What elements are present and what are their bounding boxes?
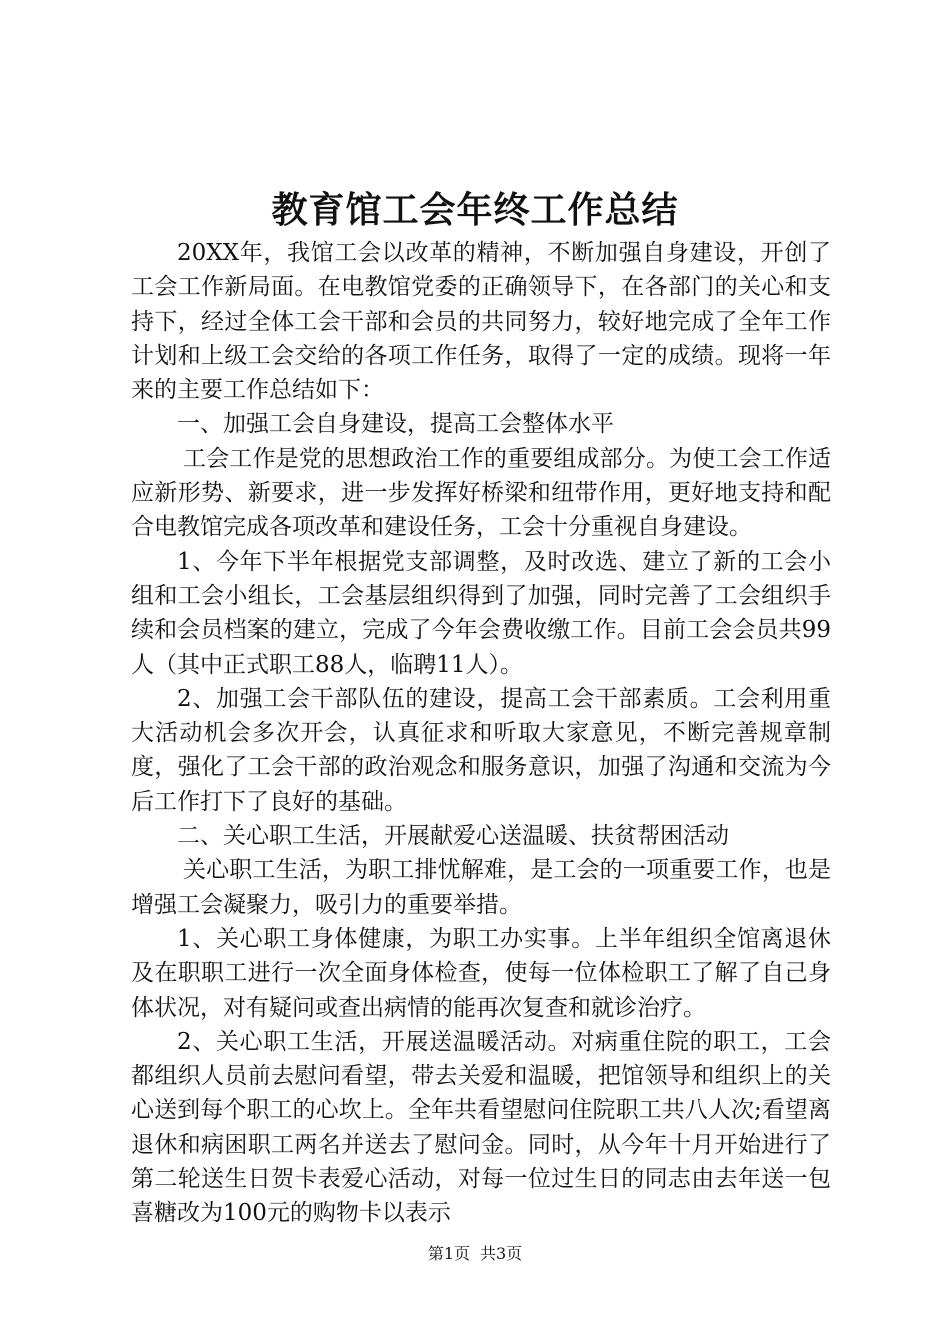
- page-footer: [0, 1242, 950, 1266]
- document-body: [131, 236, 831, 1231]
- paragraph-item-1-1: 1、今年下半年根据党支部调整，及时改选、建立了新的工会小组和工会小组长，工会基层组织得到了加强，同时完善了工会组织手续和会员档案的建立，完成了今年会费收缴工作。目前工会会员共99人（其中正式职工88人，临聘11人）。: [131, 548, 831, 678]
- section-heading-2: 二、关心职工生活，开展献爱心送温暖、扶贫帮困活动: [177, 823, 729, 850]
- paragraph-section-1-intro: 工会工作是党的思想政治工作的重要组成部分。为使工会工作适应新形势、新要求，进一步发挥好桥梁和纽带作用，更好地支持和配合电教馆完成各项改革和建设任务，工会十分重视自身建设。: [131, 445, 831, 541]
- page-number: 第1页: [427, 1244, 470, 1263]
- document-title: 教育馆工会年终工作总结: [271, 189, 679, 231]
- paragraph-item-2-1: 1、关心职工身体健康，为职工办实事。上半年组织全馆离退休及在职职工进行一次全面身体检查，使每一位体检职工了解了自己身体状况，对有疑问或查出病情的能再次复查和就诊治疗。: [131, 925, 831, 1021]
- paragraph-item-2-2: 2、关心职工生活，开展送温暖活动。对病重住院的职工，工会都组织人员前去慰问看望，带去关爱和温暖，把馆领导和组织上的关心送到每个职工的心坎上。全年共看望慰问住院职工共八人次;看望离退休和病困职工两名并送去了慰问金。同时，从今年十月开始进行了第二轮送生日贺卡表爱心活动，对每一位过生日的同志由去年送一包喜糖改为100元的购物卡以表示: [131, 1028, 831, 1227]
- paragraph-intro: 20XX年，我馆工会以改革的精神，不断加强自身建设，开创了工会工作新局面。在电教馆党委的正确领导下，在各部门的关心和支持下，经过全体工会干部和会员的共同努力，较好地完成了全年工作计划和上级工会交给的各项工作任务，取得了一定的成绩。现将一年来的主要工作总结如下：: [131, 240, 831, 404]
- section-heading-1: 一、加强工会自身建设，提高工会整体水平: [177, 411, 614, 438]
- paragraph-section-2-intro: 关心职工生活，为职工排忧解难，是工会的一项重要工作，也是增强工会凝聚力，吸引力的重要举措。: [131, 857, 831, 918]
- paragraph-item-1-2: 2、加强工会干部队伍的建设，提高工会干部素质。工会利用重大活动机会多次开会，认真征求和听取大家意见，不断完善规章制度，强化了工会干部的政治观念和服务意识，加强了沟通和交流为今后工作打下了良好的基础。: [131, 685, 831, 815]
- page-total: 共3页: [480, 1244, 523, 1263]
